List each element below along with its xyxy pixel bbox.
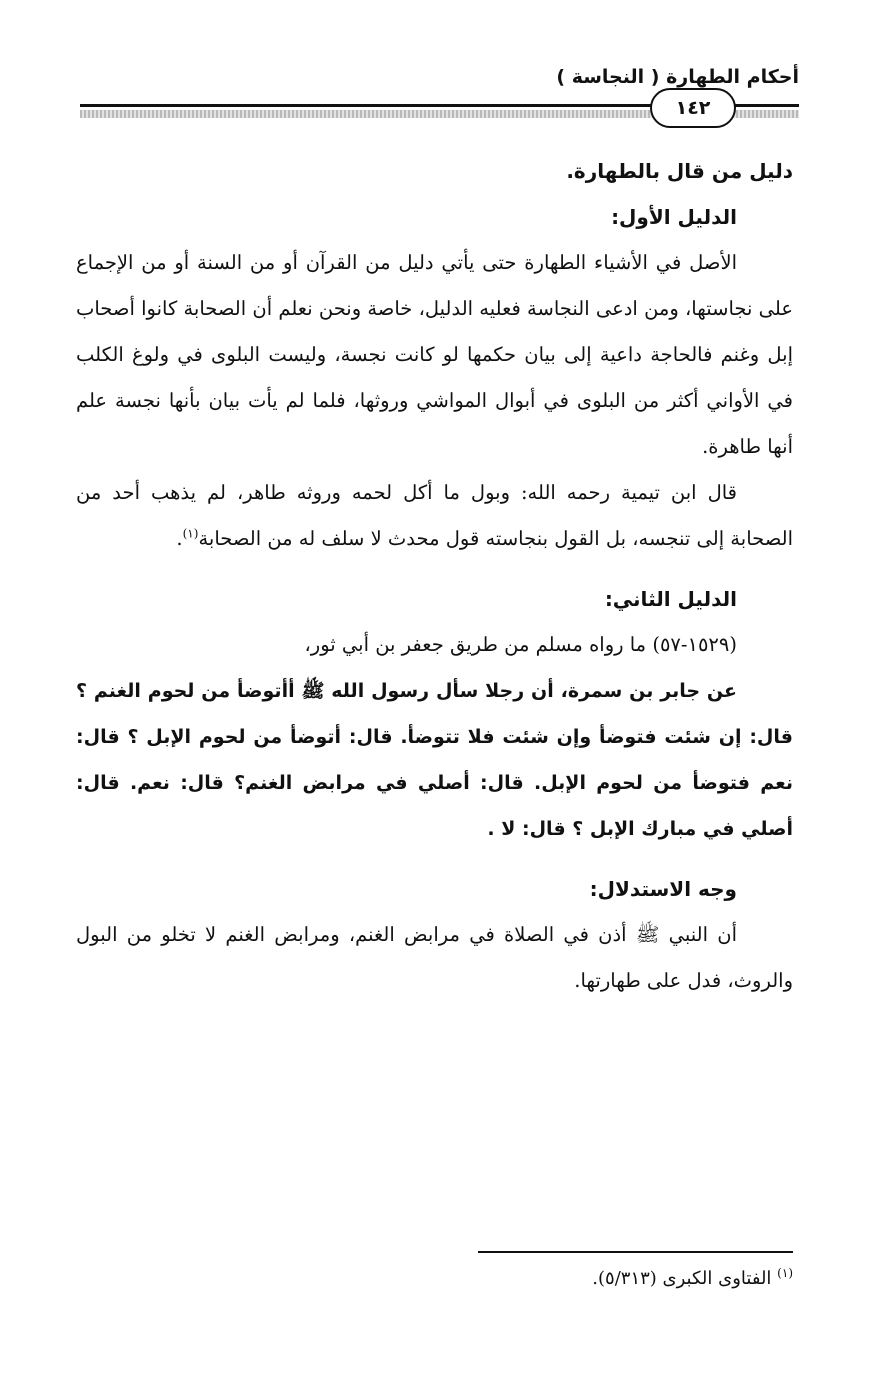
ibn-taymiyya-quote <box>76 470 793 562</box>
inference-paragraph: أن النبي ﷺ أذن في الصلاة في مرابض الغنم، ومرابض الغنم لا تخلو من البول والروث، فدل على طهارتها. <box>76 923 793 992</box>
page-body <box>76 148 793 1004</box>
page-number: ١٤٢ <box>650 88 736 128</box>
spacer <box>76 852 793 866</box>
footnote-text: الفتاوى الكبرى (٥/٣١٣). <box>592 1268 772 1289</box>
footnote <box>592 1268 793 1289</box>
footnote-separator <box>478 1251 793 1253</box>
footnote-mark: (١) <box>777 1266 793 1280</box>
hadith-text: عن جابر بن سمرة، أن رجلا سأل رسول الله ﷺ أأتوضأ من لحوم الغنم ؟ قال: إن شئت فتوضأ وإن شئت فلا تتوضأ. قال: أتوضأ من لحوم الإبل ؟ قال: نعم فتوضأ من لحوم الإبل. قال: أصلي في مرابض الغنم؟ قال: نعم. قال: أصلي في مبارك الإبل ؟ قال: لا . <box>76 680 793 840</box>
spacer <box>76 562 793 576</box>
inference-heading: وجه الاستدلال: <box>589 877 737 901</box>
evidence-2-heading: الدليل الثاني: <box>604 587 737 611</box>
evidence-1-paragraph: الأصل في الأشياء الطهارة حتى يأتي دليل من القرآن أو من السنة أو من الإجماع على نجاستها، ومن ادعى النجاسة فعليه الدليل، خاصة ونحن نعلم أن الصحابة كانوا أصحاب إبل وغنم فالحاجة داعية إلى بيان حكمها لو كانت نجسة، وليست البلوى في ولوغ الكلب في الأواني أكثر من البلوى في أبوال المواشي وروثها، فلما لم يأت بيان بأنها نجسة علم أنها طاهرة. <box>76 251 793 458</box>
quote-end: . <box>176 527 183 550</box>
section-title: دليل من قال بالطهارة. <box>566 159 793 183</box>
evidence-1-heading: الدليل الأول: <box>611 205 737 229</box>
hadith-source: (١٥٢٩-٥٧) ما رواه مسلم من طريق جعفر بن أبي ثور، <box>304 633 737 656</box>
running-title: أحكام الطهارة ( النجاسة ) <box>556 66 799 88</box>
quote-text: قال ابن تيمية رحمه الله: وبول ما أكل لحمه وروثه طاهر، لم يذهب أحد من الصحابة إلى تنجسه، بل القول بنجاسته قول محدث لا سلف له من الصحابة <box>76 481 793 550</box>
footnote-reference[interactable]: (١) <box>182 526 199 541</box>
